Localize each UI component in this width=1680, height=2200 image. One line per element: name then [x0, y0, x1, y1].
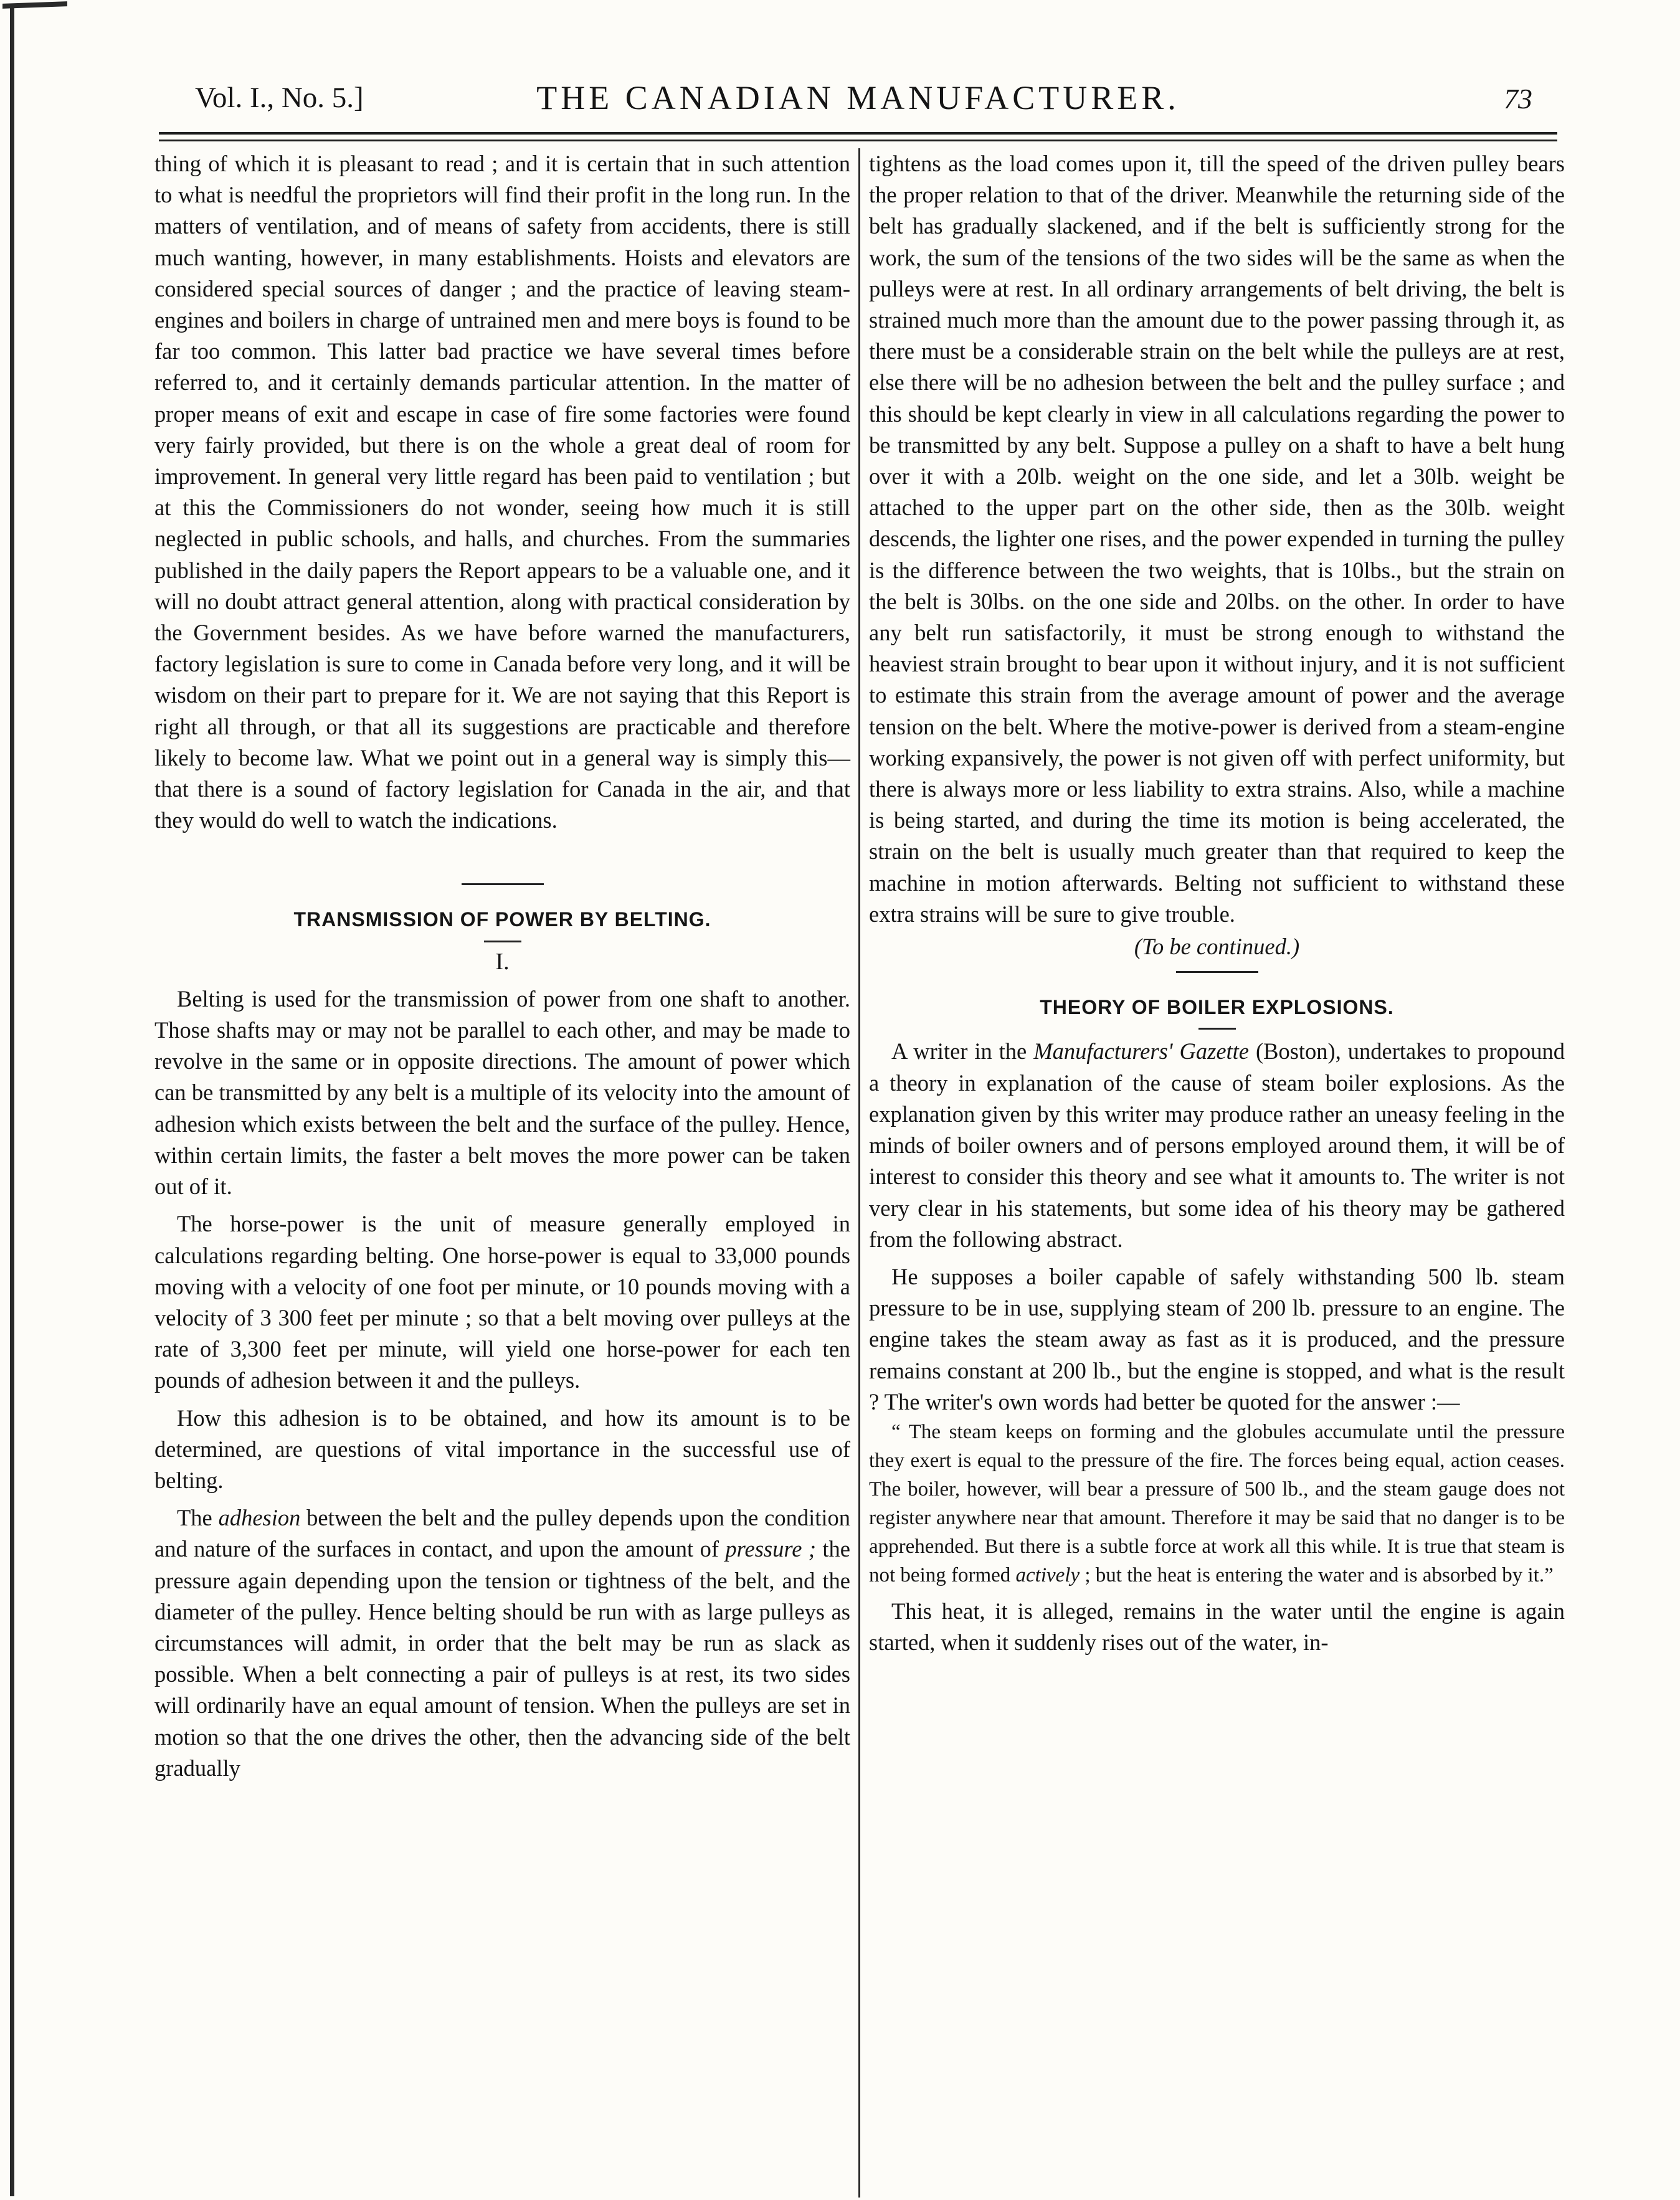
body-paragraph: This heat, it is alleged, remains in the water until the engine is again started, when it suddenly rises out of the water, in-	[869, 1598, 1565, 1656]
emphasis: Manufacturers' Gazette	[1033, 1038, 1250, 1064]
section-separator	[1176, 971, 1258, 973]
section-separator	[462, 883, 544, 885]
page-number: 73	[1504, 83, 1532, 115]
continued-paragraph: tightens as the load comes upon it, till the speed of the driven pulley bears the proper relation to that of the driver. Meanwhile the returning side of the belt has gradually slackened, and if the belt is sufficiently strong for the work, the sum of the tensions of the two sides will be the same as when the pulleys were at rest. In all ordinary arrangements of belt driving, the belt is strained much more than the amount due to the power passing through it, as there must be a considerable strain on the belt while the pulleys are at rest, else there will be no adhesion between the belt and the pulley surface ; and this should be kept clearly in view in all calculations regarding the power to be transmitted by any belt. Suppose a pulley on a shaft to have a belt hung over it with a 20lb. weight on the one side, and let a 30lb. weight be attached to the upper part on the other side, then as the 30lb. weight descends, the lighter one rises, and the power expended in turning the pulley is the difference between the two weights, that is 10lbs., but the strain on the belt is 30lbs. on the one side and 20lbs. on the other. In order to have any belt run satisfactorily, it must be strong enough to withstand the heaviest strain brought to bear upon it without injury, and it is not sufficient to estimate this strain from the average amount of power and the average tension on the belt. Where the motive-power is derived from a steam-engine working expansively, the power is not given off with perfect uniformity, but there is always more or less liability to extra strains. Also, while a machine is being started, and during the time its motion is being accelerated, the strain on the belt is usually much greater than that required to keep the machine in motion afterwards. Belting not sufficient to withstand these extra strains will be sure to give trouble.	[869, 151, 1565, 927]
binding-edge-cap	[2, 1, 67, 9]
heading-underline	[1198, 1028, 1236, 1030]
text-run: between the belt and the pulley depends upon the condition and nature of the surfaces in contact, and upon the amount of	[154, 1505, 850, 1562]
text-run: the pressure again depending upon the tension or tightness of the belt, and the diameter of the pulley. Hence belting should be run with as large pulleys as circumstances will admit, in order that the belt may be run as slack as possible. When a belt connecting a pair of pulleys is at rest, its two sides will ordinarily have an equal amount of tension. When the pulleys are set in motion so that the one drives the other, then the advancing side of the belt gradually	[154, 1536, 850, 1781]
section-numeral: I.	[495, 948, 510, 975]
text-run: (Boston), undertakes to propound a theory in explanation of the cause of steam boiler explosions. As the explanation given by this writer may produce rather an uneasy feeling in the minds of boiler owners and of persons employed around them, it will be of interest to consider this theory and see what it amounts to. The writer is not very clear in his statements, but some idea of his theory may be gathered from the following abstract.	[869, 1038, 1565, 1252]
text-run: The	[177, 1505, 219, 1531]
to-be-continued-note: (To be continued.)	[1134, 934, 1300, 960]
header-rule-top	[159, 132, 1557, 135]
body-paragraph	[869, 1036, 1565, 1254]
left-column	[154, 148, 850, 1784]
body-paragraph: He supposes a boiler capable of safely withstanding 500 lb. steam pressure to be in use, supplying steam of 200 lb. pressure to an engine. The engine takes the steam away as fast as it is produced, and the pressure remains constant at 200 lb., but the engine is stopped, and what is the result ? The writer's own words had better be quoted for the answer :—	[869, 1263, 1565, 1415]
volume-issue: Vol. I., No. 5.]	[195, 82, 364, 114]
header-rule-bottom	[159, 140, 1557, 141]
heading-underline	[484, 941, 521, 942]
body-paragraph: How this adhesion is to be obtained, and how its amount is to be determined, are questions of vital importance in the successful use of belting.	[154, 1405, 850, 1493]
body-paragraph: The horse-power is the unit of measure generally employed in calculations regarding belting. One horse-power is equal to 33,000 pounds moving with a velocity of one foot per minute, or 10 pounds moving with a velocity of 3 300 feet per minute ; so that a belt moving over pulleys at the rate of 3,300 feet per minute, will yield one horse-power for each ten pounds of adhesion between it and the pulleys.	[154, 1211, 850, 1393]
continued-paragraph: thing of which it is pleasant to read ; and it is certain that in such attention to what is needful the proprietors will find their profit in the long run. In the matters of ventilation, and of means of safety from accidents, there is still much wanting, however, in many establishments. Hoists and elevators are considered special sources of danger ; and the practice of leaving steam-engines and boilers in charge of untrained men and mere boys is found to be far too common. This latter bad practice we have several times before referred to, and it certainly demands particular attention. In the matter of proper means of exit and escape in case of fire some factories were found very fairly provided, but there is on the whole a great deal of room for improvement. In general very little regard has been paid to ventilation ; but at this the Commissioners do not wonder, seeing how much it is still neglected in public schools, and halls, and churches. From the summaries published in the daily papers the Report appears to be a valuable one, and it will no doubt attract general attention, along with practical consideration by the Government besides. As we have before warned the manufacturers, factory legislation is sure to come in Canada before very long, and it will be wisdom on their part to prepare for it. We are not saying that this Report is right all through, or that all its suggestions are practicable and therefore likely to become law. What we point out in a general way is simply this—that there is a sound of factory legislation for Canada in the air, and that they would do well to watch the indications.	[154, 151, 850, 833]
binding-edge	[10, 4, 14, 2196]
text-run: A writer in the	[891, 1038, 1034, 1064]
section-gap	[154, 836, 850, 875]
emphasis: adhesion	[218, 1505, 301, 1531]
article-heading-belting: TRANSMISSION OF POWER BY BELTING.	[293, 908, 711, 931]
body-paragraph: Belting is used for the transmission of power from one shaft to another. Those shafts may or may not be parallel to each other, and may be made to revolve in the same or in opposite directions. The amount of power which can be transmitted by any belt is a multiple of its velocity into the amount of adhesion which exists between the belt and the surface of the pulley. Hence, within certain limits, the faster a belt moves the more power can be taken out of it.	[154, 985, 850, 1200]
text-run: ; but the heat is entering the water and is absorbed by it.”	[1080, 1563, 1554, 1586]
text-run: “ The steam keeps on forming and the globules accumulate until the pressure they exert is equal to the pressure of the fire. The forces being equal, action ceases. The boiler, however, will bear a pressure of 500 lb., and the steam gauge does not register anywhere near that amount. Therefore it may be said that no danger is to be apprehended. But there is a subtle force at work all this while. It is true that steam is not being formed	[869, 1420, 1565, 1586]
emphasis: actively	[1015, 1563, 1080, 1586]
block-quote	[869, 1418, 1565, 1590]
article-heading-boiler: THEORY OF BOILER EXPLOSIONS.	[1040, 996, 1394, 1019]
right-column	[869, 148, 1565, 1658]
emphasis: pressure ;	[725, 1536, 816, 1562]
journal-title: THE CANADIAN MANUFACTURER.	[536, 79, 1180, 116]
column-divider	[858, 148, 860, 2198]
page-header	[159, 73, 1557, 123]
body-paragraph	[154, 1502, 850, 1784]
